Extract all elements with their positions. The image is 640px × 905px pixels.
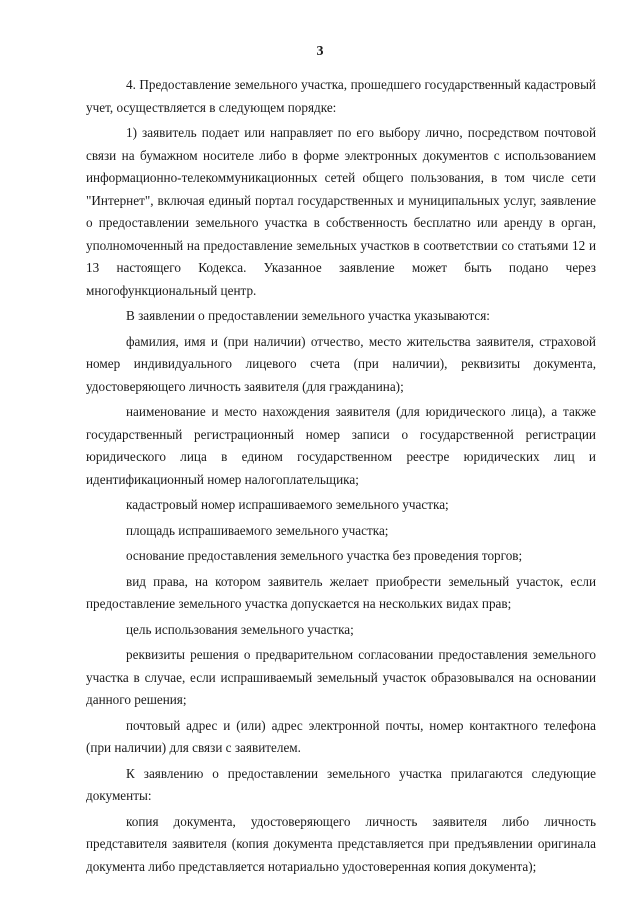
paragraph-7: площадь испрашиваемого земельного участка; (126, 522, 389, 538)
paragraph-10: цель использования земельного участка; (126, 621, 354, 637)
paragraph-12: почтовый адрес и (или) адрес электронной почты, номер контактного телефона (при наличии) для связи с заявителем. (86, 717, 596, 755)
paragraph-3: В заявлении о предоставлении земельного участка указываются: (126, 308, 490, 323)
paragraph-8: основание предоставления земельного участка без проведения торгов; (126, 548, 523, 563)
paragraph-9: вид права, на котором заявитель желает приобрести земельный участок, если предоставление земельного участка допускается на нескольких видах прав; (86, 573, 596, 611)
paragraph-4: фамилия, имя и (при наличии) отчество, место жительства заявителя, страховой номер индивидуального лицевого счета (при наличии), реквизиты документа, удостоверяющего личность заявителя (для гражданина); (86, 333, 596, 394)
paragraph-2: 1) заявитель подает или направляет по его выбору лично, посредством почтовой связи на бумажном носителе либо в форме электронных документов с использованием информационно-телекоммуникационных сетей общего пользования, в том числе сети "Интернет", включая единый портал государственных и муниципальных услуг, заявление о предоставлении земельного участка в собственность бесплатно или аренду в орган, уполномоченный на предоставление земельных участков в соответствии со статьями 12 и 13 настоящего Кодекса. Указанное заявление может быть подано через многофункциональный центр. (86, 125, 596, 298)
paragraph-14: копия документа, удостоверяющего личность заявителя либо личность представителя заявителя (копия документа представляется при предъявлении оригинала документа либо представляется нотариально удостоверенная копия документа); (86, 813, 596, 874)
paragraph-1: 4. Предоставление земельного участка, прошедшего государственный кадастровый учет, осуществляется в следующем порядке: (86, 77, 596, 115)
paragraph-13: К заявлению о предоставлении земельного участка прилагаются следующие документы: (86, 765, 596, 803)
paragraph-6: кадастровый номер испрашиваемого земельного участка; (126, 497, 449, 512)
document-body (86, 74, 596, 881)
paragraph-11: реквизиты решения о предварительном согласовании предоставления земельного участка в случае, если испрашиваемый земельный участок образовывался на основании данного решения; (86, 647, 596, 707)
page-number: 3 (316, 44, 324, 59)
paragraph-5: наименование и место нахождения заявителя (для юридического лица), а также государственный регистрационный номер записи о государственной регистрации юридического лица в едином государственном реестре юридических лиц и идентификационный номер налогоплательщика; (86, 404, 596, 487)
